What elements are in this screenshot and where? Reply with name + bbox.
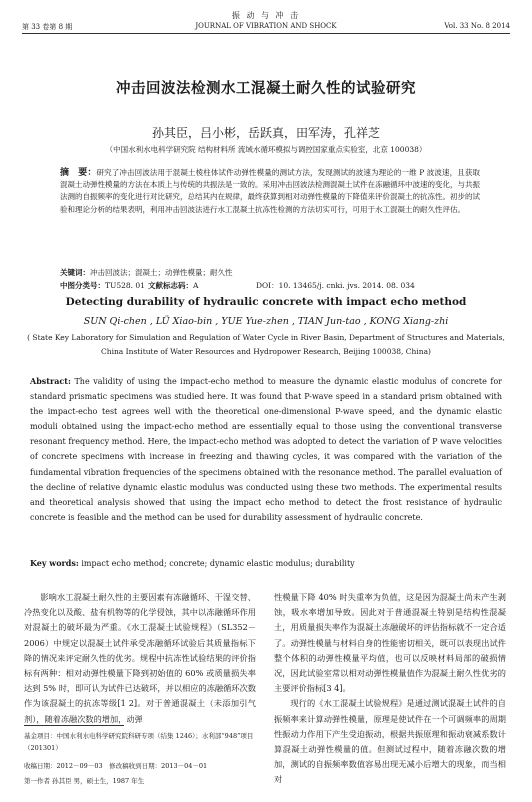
keywords-cn-label: 关键词：	[60, 268, 90, 277]
classification-line	[60, 280, 480, 291]
footnote-author: 第一作者 孙其臣 男，硕士生，1987 年生	[24, 777, 145, 785]
footnote-rule	[24, 725, 124, 726]
doc-code	[148, 280, 198, 291]
body-paragraph: 现行的《水工混凝土试验规程》是通过测试混凝土试件的自振频率来计算动弹性模量，原理是使试件在一个可调频率的周期性振动力作用下产生受迫振动，根据共振原理和振动衰减系数计算混凝土动弹性模量的值。但测试过程中，随着冻融次数的增加，测试的自振频率数值容易出现无减小后增大的现象，而当相对	[274, 698, 506, 785]
body-paragraph: 性模量下降 40% 时失重率为负值，这是因为混凝土尚未产生剥蚀，吸水率增加导致。因此对于普通混凝土特别是结构性混凝土，用质量损失率作为混凝土冻融破坏的评估指标就不一定合适了。动弹性模量与材料自身的性能密切相关，既可以表现出试件整个体积的动弹性模量平均值，也可以反映材料局部的破损情况，因此试验室常以相对动弹性模量值作为混凝土耐久性优劣的主要评价指标[3 4]。	[274, 592, 506, 694]
keywords-en	[30, 558, 502, 568]
abstract-cn	[60, 167, 480, 216]
footnote-received: 收稿日期：2012－09－03 修改稿收到日期：2013－04－01	[24, 762, 208, 770]
keywords-cn-text: 冲击回波法；混凝土；动弹性模量；耐久性	[90, 268, 233, 277]
keywords-en-label: Key words:	[30, 558, 79, 568]
doi: DOI：10. 13465/j. cnki. jvs. 2014. 08. 034	[256, 281, 415, 290]
body-column-left	[24, 590, 256, 727]
title-en: Detecting durability of hydraulic concrete with impact echo method	[65, 296, 467, 308]
volume-cn: 第 33 卷第 8 期	[22, 23, 73, 31]
abstract-cn-label: 摘 要：	[60, 168, 97, 178]
body-column-right	[274, 590, 506, 788]
abstract-en	[30, 374, 502, 525]
title-cn: 冲击回波法检测水工混凝土耐久性的试验研究	[116, 80, 416, 97]
doc-code-label: 文献标志码：	[148, 281, 193, 290]
abstract-en-label: Abstract:	[30, 376, 71, 386]
affiliation-cn: （中国水利水电科学研究院 结构材料所 流域水循环模拟与调控国家重点实验室，北京 100038）	[105, 145, 427, 154]
keywords-cn	[60, 267, 480, 278]
footnote-fund: 基金项目：中国水利水电科学研究院科研专项（结集 1246）；水利部“948”项目（201301）	[24, 732, 254, 752]
affiliation-en-line1: ( State Key Laboratory for Simulation and Regulation of Water Cycle in River Basin, Department of Structures and Materials,	[27, 333, 505, 342]
keywords-en-text: impact echo method; concrete; dynamic elastic modulus; durability	[78, 559, 355, 568]
body-paragraph: 影响水工混凝土耐久性的主要因素有冻融循环、干湿交替、冷热变化以及酸、盐有机物等的化学侵蚀，其中以冻融循环作用对混凝土的破坏最为严重。《水工混凝土试验规程》（SL352－2006）中规定以混凝土试件承受冻融循环试验后其质量指标下降的情况来评定耐久性的优劣。规程中抗冻性试验结果的评价指标有两种：相对动弹性模量下降到初始值的 60% 或质量损失率达到 5% 时，即可认为试件已达破坏，并以相应的冻融循环次数作为该混凝土的抗冻等级[1 2]。对于普通混凝土（未添加引气剂），随着冻融次数的增加，动弹	[24, 592, 256, 724]
clc-label: 中图分类号：	[60, 281, 105, 290]
clc-value: TU528. 01	[105, 281, 145, 290]
journal-name-en: JOURNAL OF VIBRATION AND SHOCK	[195, 22, 337, 30]
abstract-en-text: The validity of using the impact-echo method to measure the dynamic elastic modulus of concrete for standard prismatic specimens was studied here. It was found that P-wave speed in a standard prism obtained with the impact-echo test agrees well with the theoretical one-dimensional P-wave speed, and the dynamic elastic moduli obtained using the impact-echo method are essentially equal to those using the conventional transverse resonant frequency method. Here, the impact-echo method was adopted to detect the variation of P wave velocities of concrete specimens with increase in freezing and thawing cycles, it was compared with the variation of the fundamental vibration frequencies of the specimens obtained with the resonance method. The parallel evaluation of the decline of relative dynamic elastic modulus was conducted using these two methods. The experimental results and theoretical analysis showed that using the impact echo method to detect the frost resistance of hydraulic concrete is feasible and the method can be used for durability assessment of hydraulic concrete.	[30, 377, 502, 522]
abstract-cn-text: 研究了冲击回波法用于混凝土棱柱体试件动弹性模量的测试方法，发现测试的波速为理论的一维 P 波波速，且获取混凝土动弹性模量的方法在本质上与传统的共振法是一致的。采用冲击回波法检测混凝土试件在冻融循环中波速的变化，与共振法测的自振频率的变化进行对比研究，总结其内在规律，最终获算到相对动弹性模量的下降值来评价混凝土的抗冻性。初步的试验和理论分析的结果表明，利用冲击回波法进行水工混凝土抗冻性检测的方法切实可行，可用于水工混凝土的耐久性评估。	[60, 168, 480, 214]
header-rule	[22, 33, 510, 34]
authors-en: SUN Qi-chen , LÜ Xiao-bin , YUE Yue-zhen , TIAN Jun-tao , KONG Xiang-zhi	[83, 316, 449, 327]
authors-cn: 孙其臣，吕小彬，岳跃真，田军涛，孔祥芝	[151, 126, 380, 140]
volume-en: Vol. 33 No. 8 2014	[444, 22, 510, 30]
affiliation-en-line2: China Institute of Water Resources and Hydropower Research, Beijing 100038, China)	[101, 347, 431, 356]
journal-name-cn: 振 动 与 冲 击	[231, 11, 301, 20]
doc-code-value: A	[193, 281, 199, 290]
